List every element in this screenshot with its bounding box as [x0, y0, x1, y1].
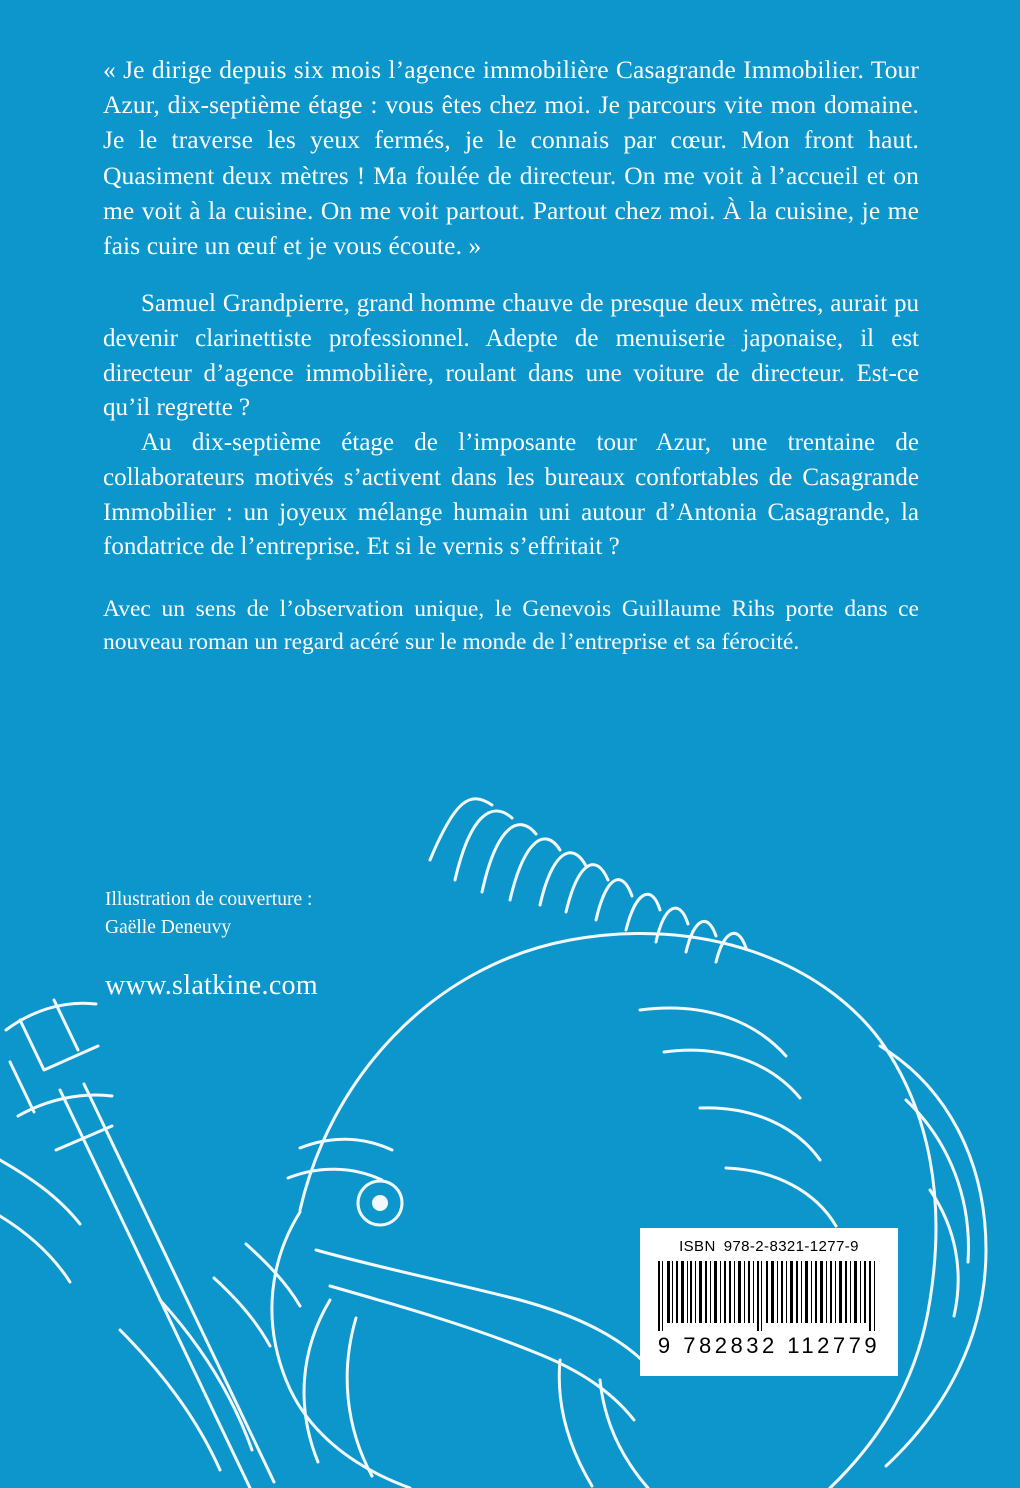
synopsis-block	[103, 287, 919, 565]
credit-line-1: Illustration de couverture :	[105, 889, 313, 910]
publisher-website[interactable]: www.slatkine.com	[105, 970, 318, 1001]
isbn-barcode-panel	[640, 1228, 898, 1376]
isbn-line	[679, 1238, 859, 1255]
credit-line-2: Gaëlle Deneuvy	[105, 916, 232, 938]
isbn-number: 978-2-8321-1277-9	[723, 1238, 859, 1255]
synopsis-paragraph-2: Au dix-septième étage de l’imposante tour Azur, une trentaine de collaborateurs motivés s’activent dans les bureaux confortables de Casagrande Immobilier : un joyeux mélange humain uni autour d’Antonia Casagrande, la fondatrice de l’entreprise. Et si le vernis s’effritait ?	[103, 429, 919, 561]
cover-quote: « Je dirige depuis six mois l’agence immobilière Casagrande Immobilier. Tour Azur, dix-septième étage : vous êtes chez moi. Je parcours vite mon domaine. Je le traverse les yeux fermés, je le connais par cœur. Mon front haut. Quasiment deux mètres ! Ma foulée de directeur. On me voit à l’accueil et on me voit à la cuisine. On me voit partout. Partout chez moi. À la cuisine, je me fais cuire un œuf et je vous écoute. »	[103, 55, 919, 260]
ean13-barcode	[656, 1261, 882, 1331]
closing-paragraph: Avec un sens de l’observation unique, le Genevois Guillaume Rihs porte dans ce nouveau roman un regard acéré sur le monde de l’entreprise et sa férocité.	[103, 596, 919, 656]
isbn-label: ISBN	[679, 1238, 716, 1255]
synopsis-paragraph-1: Samuel Grandpierre, grand homme chauve de presque deux mètres, aurait pu devenir clarinettiste professionnel. Adepte de menuiserie japonaise, il est directeur d’agence immobilière, roulant dans une voiture de directeur. Est-ce qu’il regrette ?	[103, 290, 919, 422]
closing-block	[103, 593, 919, 659]
illustration-credit	[105, 886, 312, 941]
back-cover-text	[103, 52, 919, 659]
ean13-digits: 9 782832 112779	[657, 1333, 881, 1358]
